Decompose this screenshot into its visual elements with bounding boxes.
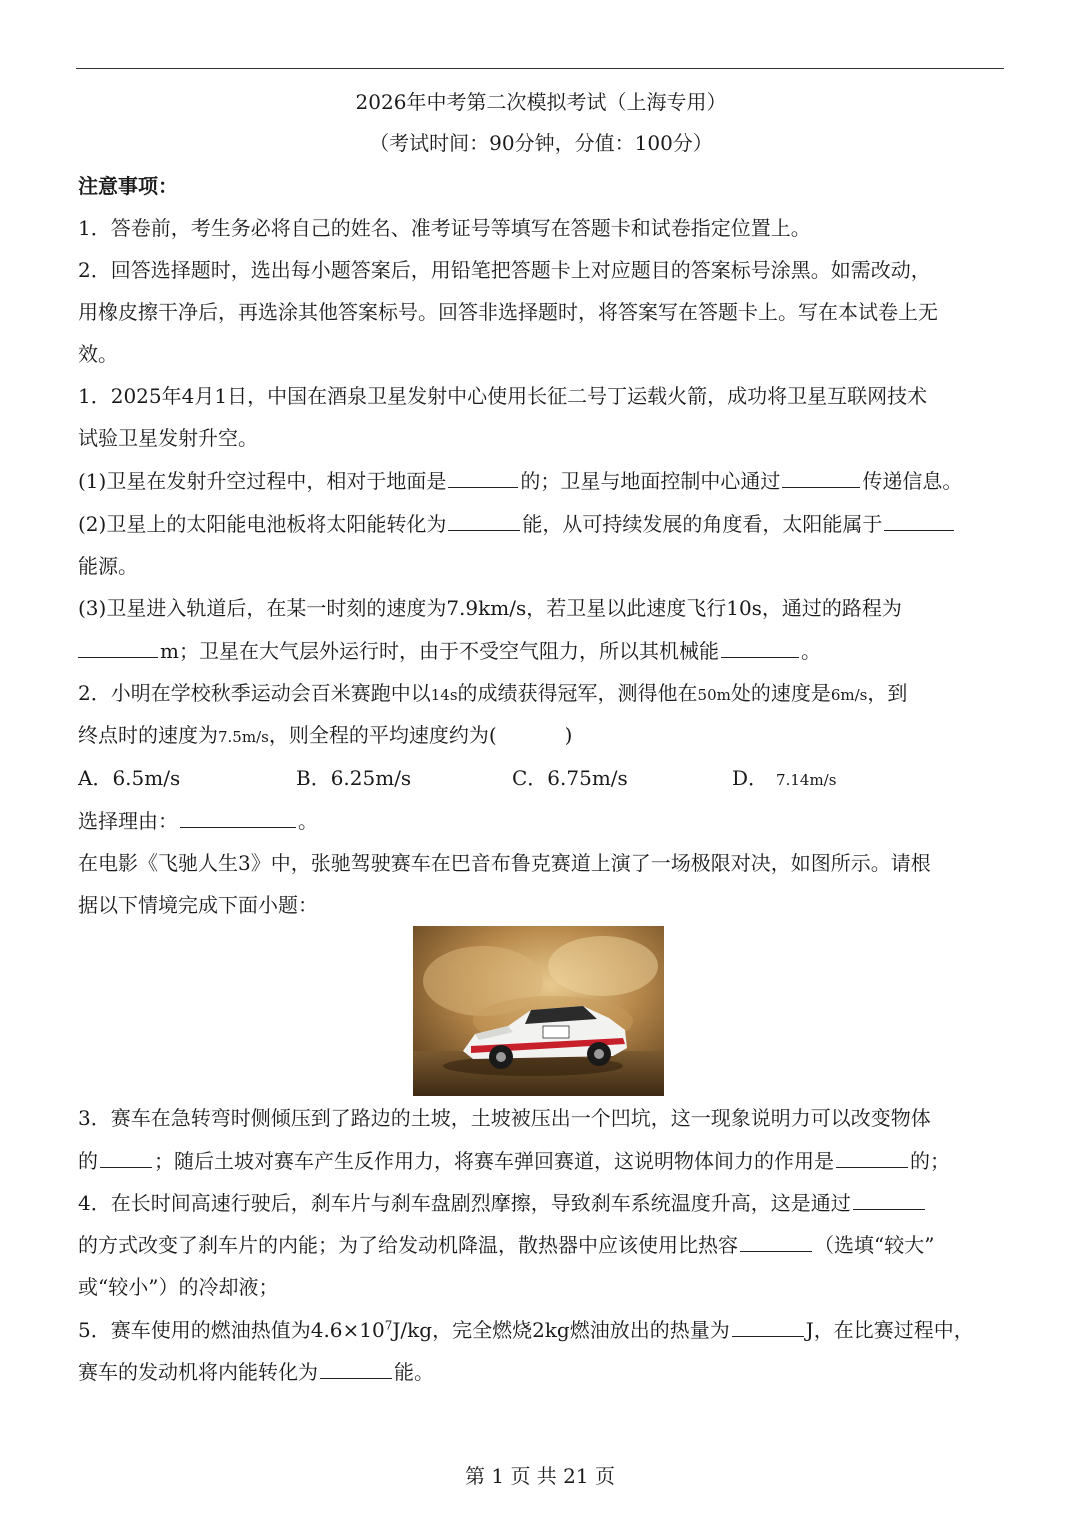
option-b[interactable]: B．6.25m/s <box>296 766 412 790</box>
q5-text-b: J/kg，完全燃烧2kg燃油放出的热量为 <box>392 1318 730 1342</box>
q2-stem-line-1 <box>78 679 1004 709</box>
q2-text-f: 终点时的速度为 <box>78 723 218 747</box>
q1-part-3: (3)卫星进入轨道后，在某一时刻的速度为7.9km/s，若卫星以此速度飞行10s，通过的路程为 <box>78 596 902 620</box>
q1-part-1-text-a: (1)卫星在发射升空过程中，相对于地面是 <box>78 469 447 493</box>
option-d-value: 7.14m/s <box>776 771 837 789</box>
q2-distance: 50m <box>697 686 731 704</box>
q2-stem-line-2 <box>78 721 1004 751</box>
note-item-2-line-3: 效。 <box>78 342 118 366</box>
q5-text-a: 5．赛车使用的燃油热值为4.6×10 <box>78 1318 385 1342</box>
answer-blank[interactable] <box>180 809 296 828</box>
q3-text-c: 的； <box>910 1149 950 1173</box>
option-a[interactable]: A．6.5m/s <box>78 766 181 790</box>
q5-line-2 <box>78 1358 1004 1386</box>
answer-blank[interactable] <box>100 1149 152 1168</box>
answer-blank[interactable] <box>884 512 954 531</box>
option-c[interactable]: C．6.75m/s <box>512 766 628 790</box>
q2-time: 14s <box>430 686 458 704</box>
q2-text-h: ) <box>564 723 573 747</box>
context-line-1: 在电影《飞驰人生3》中，张驰驾驶赛车在巴音布鲁克赛道上演了一场极限对决，如图所示。请根 <box>78 851 931 875</box>
q2-reason-end: 。 <box>298 809 318 833</box>
q4-line-3: 或“较小”）的冷却液； <box>78 1275 279 1299</box>
q2-text-b: 的成绩获得冠军，测得他在 <box>457 681 698 705</box>
answer-blank[interactable] <box>448 512 520 531</box>
q1-part-1-text-c: 传递信息。 <box>862 469 963 493</box>
answer-blank[interactable] <box>836 1149 908 1168</box>
q3-text-b: ；随后土坡对赛车产生反作用力，将赛车弹回赛道，这说明物体间力的作用是 <box>154 1149 834 1173</box>
q2-reason-label: 选择理由： <box>78 809 178 833</box>
answer-blank[interactable] <box>320 1360 392 1379</box>
note-item-2-line-2: 用橡皮擦干净后，再选涂其他答案标号。回答非选择题时，将答案写在答题卡上。写在本试卷上无 <box>78 300 938 324</box>
q1-stem-line-1: 1．2025年4月1日，中国在酒泉卫星发射中心使用长征二号丁运载火箭，成功将卫星互联网技术 <box>78 384 928 408</box>
q1-part-2-text-a: (2)卫星上的太阳能电池板将太阳能转化为 <box>78 512 447 536</box>
q5-exponent: 7 <box>384 1318 393 1333</box>
header-rule <box>76 68 1004 69</box>
q1-part-1-text-b: 的；卫星与地面控制中心通过 <box>520 469 781 493</box>
answer-blank[interactable] <box>78 639 158 658</box>
answer-blank[interactable] <box>782 469 860 488</box>
rally-car-photo <box>413 926 664 1096</box>
option-d-label: D． <box>732 766 769 790</box>
q2-text-a: 2．小明在学校秋季运动会百米赛跑中以 <box>78 681 431 705</box>
q5-line-1 <box>78 1316 1004 1344</box>
q2-speed-end: 7.5m/s <box>218 728 269 746</box>
q2-text-e: ，到 <box>867 681 908 705</box>
q5-text-e: 能。 <box>394 1360 434 1384</box>
answer-blank[interactable] <box>732 1318 804 1337</box>
answer-blank[interactable] <box>740 1233 812 1252</box>
option-d[interactable] <box>732 764 836 794</box>
q2-reason <box>78 807 1004 835</box>
q4-line-1 <box>78 1189 1004 1217</box>
answer-blank[interactable] <box>721 639 799 658</box>
answer-blank[interactable] <box>853 1191 925 1210</box>
q5-text-d: 赛车的发动机将内能转化为 <box>78 1360 318 1384</box>
q1-part-2-text-b: 能，从可持续发展的角度看，太阳能属于 <box>522 512 883 536</box>
q2-speed-mid: 6m/s <box>830 686 868 704</box>
context-line-2: 据以下情境完成下面小题： <box>78 893 318 917</box>
exam-title: 2026年中考第二次模拟考试（上海专用） <box>355 90 727 114</box>
q3-line-1: 3．赛车在急转弯时侧倾压到了路边的土坡，土坡被压出一个凹坑，这一现象说明力可以改变物体 <box>78 1106 931 1130</box>
q4-line-2 <box>78 1231 1004 1259</box>
q2-text-g: ，则全程的平均速度约为( <box>268 723 497 747</box>
q1-part-3-cont <box>78 637 1004 665</box>
notes-heading: 注意事项： <box>78 174 178 198</box>
q2-text-c: 处的速度是 <box>730 681 831 705</box>
q4-text-c: （选填“较大” <box>814 1233 935 1257</box>
q3-line-2 <box>78 1147 1004 1175</box>
q4-text-b: 的方式改变了刹车片的内能；为了给发动机降温，散热器中应该使用比热容 <box>78 1233 738 1257</box>
q1-part-2-cont: 能源。 <box>78 554 138 578</box>
q4-text-a: 4．在长时间高速行驶后，刹车片与刹车盘剧烈摩擦，导致刹车系统温度升高，这是通过 <box>78 1191 851 1215</box>
q3-text-a: 的 <box>78 1149 98 1173</box>
note-item-2-line-1: 2．回答选择题时，选出每小题答案后，用铅笔把答题卡上对应题目的答案标号涂黑。如需改动， <box>78 258 931 282</box>
q5-text-c: J，在比赛过程中， <box>805 1318 974 1342</box>
q1-part-2 <box>78 510 1004 538</box>
exam-subtitle: （考试时间：90分钟，分值：100分） <box>369 131 713 155</box>
q1-stem-line-2: 试验卫星发射升空。 <box>78 426 258 450</box>
q1-part-3-text-b: m；卫星在大气层外运行时，由于不受空气阻力，所以其机械能 <box>160 639 719 663</box>
q1-part-1 <box>78 467 1004 495</box>
q1-part-3-text-c: 。 <box>800 639 821 663</box>
answer-blank[interactable] <box>448 469 518 488</box>
note-item-1: 1．答卷前，考生务必将自己的姓名、准考证号等填写在答题卡和试卷指定位置上。 <box>78 216 811 240</box>
page-footer: 第 1 页 共 21 页 <box>465 1464 615 1488</box>
